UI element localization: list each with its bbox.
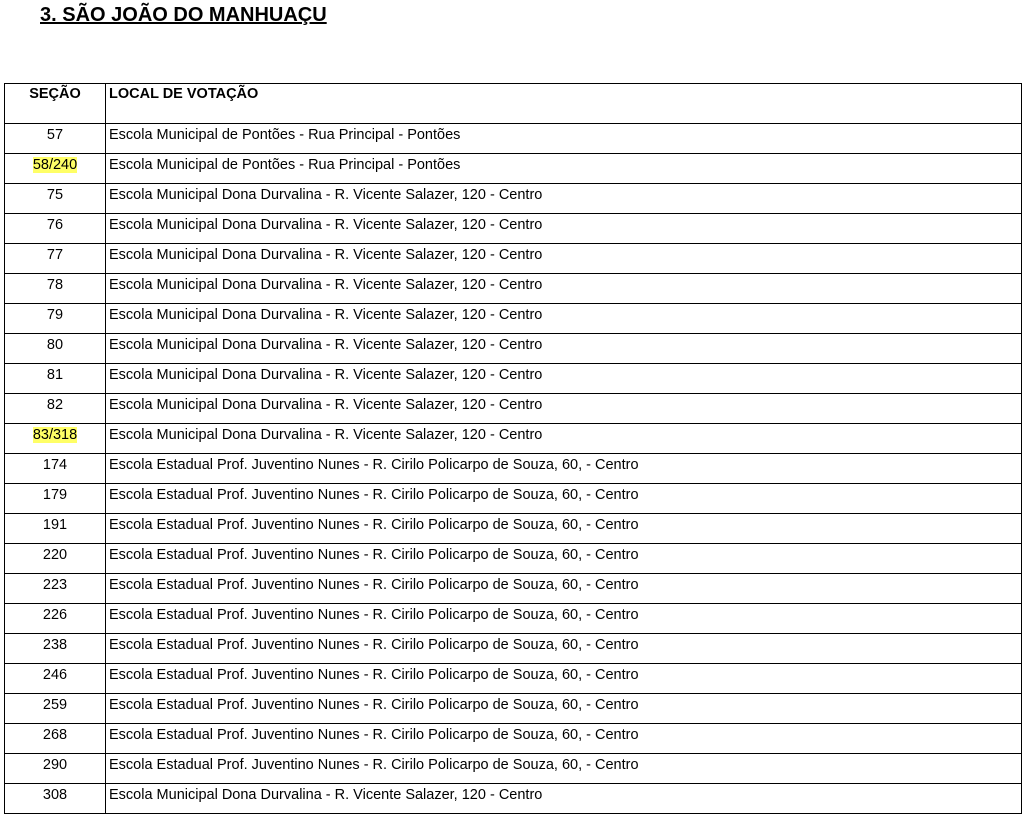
table-row xyxy=(5,514,1022,544)
secao-cell xyxy=(5,784,106,814)
table-row xyxy=(5,304,1022,334)
secao-number: 77 xyxy=(46,247,64,263)
table-row xyxy=(5,364,1022,394)
table-row xyxy=(5,544,1022,574)
local-de-votacao-cell: Escola Municipal Dona Durvalina - R. Vicente Salazer, 120 - Centro xyxy=(106,214,1022,244)
secao-cell xyxy=(5,364,106,394)
table-row xyxy=(5,724,1022,754)
secao-cell xyxy=(5,664,106,694)
secao-cell xyxy=(5,754,106,784)
secao-cell xyxy=(5,724,106,754)
secao-number: 174 xyxy=(42,457,68,473)
secao-number: 80 xyxy=(46,337,64,353)
secao-number: 179 xyxy=(42,487,68,503)
local-de-votacao-cell: Escola Municipal de Pontões - Rua Principal - Pontões xyxy=(106,124,1022,154)
local-de-votacao-cell: Escola Estadual Prof. Juventino Nunes - R. Cirilo Policarpo de Souza, 60, - Centro xyxy=(106,514,1022,544)
table-row xyxy=(5,694,1022,724)
local-de-votacao-cell: Escola Municipal Dona Durvalina - R. Vicente Salazer, 120 - Centro xyxy=(106,364,1022,394)
secao-cell xyxy=(5,214,106,244)
secao-number: 191 xyxy=(42,517,68,533)
secao-number: 268 xyxy=(42,727,68,743)
table-row xyxy=(5,784,1022,814)
table-row xyxy=(5,754,1022,784)
table-row xyxy=(5,184,1022,214)
secao-number: 81 xyxy=(46,367,64,383)
local-de-votacao-cell: Escola Municipal Dona Durvalina - R. Vicente Salazer, 120 - Centro xyxy=(106,274,1022,304)
secao-cell xyxy=(5,424,106,454)
table-row xyxy=(5,484,1022,514)
local-de-votacao-cell: Escola Municipal Dona Durvalina - R. Vicente Salazer, 120 - Centro xyxy=(106,244,1022,274)
secao-cell xyxy=(5,484,106,514)
local-de-votacao-cell: Escola Estadual Prof. Juventino Nunes - R. Cirilo Policarpo de Souza, 60, - Centro xyxy=(106,724,1022,754)
table-row xyxy=(5,154,1022,184)
table-row xyxy=(5,574,1022,604)
table-row xyxy=(5,124,1022,154)
secao-number: 259 xyxy=(42,697,68,713)
secao-cell xyxy=(5,124,106,154)
table-row xyxy=(5,634,1022,664)
header-local-de-votacao: LOCAL DE VOTAÇÃO xyxy=(106,84,1022,124)
secao-number: 220 xyxy=(42,547,68,563)
secao-cell xyxy=(5,394,106,424)
secao-cell xyxy=(5,694,106,724)
secao-cell xyxy=(5,184,106,214)
secao-cell xyxy=(5,634,106,664)
local-de-votacao-cell: Escola Municipal Dona Durvalina - R. Vicente Salazer, 120 - Centro xyxy=(106,304,1022,334)
local-de-votacao-cell: Escola Municipal Dona Durvalina - R. Vicente Salazer, 120 - Centro xyxy=(106,334,1022,364)
secao-cell xyxy=(5,274,106,304)
secao-number: 226 xyxy=(42,607,68,623)
table-header-row xyxy=(5,84,1022,124)
secao-cell xyxy=(5,544,106,574)
local-de-votacao-cell: Escola Municipal Dona Durvalina - R. Vicente Salazer, 120 - Centro xyxy=(106,184,1022,214)
secao-number: 57 xyxy=(46,127,64,143)
secao-cell xyxy=(5,514,106,544)
table-row xyxy=(5,664,1022,694)
header-secao: SEÇÃO xyxy=(5,84,106,124)
local-de-votacao-cell: Escola Estadual Prof. Juventino Nunes - R. Cirilo Policarpo de Souza, 60, - Centro xyxy=(106,544,1022,574)
secao-number: 75 xyxy=(46,187,64,203)
table-row xyxy=(5,334,1022,364)
secao-number: 308 xyxy=(42,787,68,803)
secao-number: 76 xyxy=(46,217,64,233)
secao-cell xyxy=(5,454,106,484)
table-row xyxy=(5,244,1022,274)
local-de-votacao-cell: Escola Estadual Prof. Juventino Nunes - R. Cirilo Policarpo de Souza, 60, - Centro xyxy=(106,604,1022,634)
table-row xyxy=(5,424,1022,454)
secao-cell xyxy=(5,604,106,634)
table-row xyxy=(5,274,1022,304)
local-de-votacao-cell: Escola Municipal Dona Durvalina - R. Vicente Salazer, 120 - Centro xyxy=(106,784,1022,814)
voting-sections-table xyxy=(4,83,1022,814)
secao-cell xyxy=(5,154,106,184)
secao-number: 79 xyxy=(46,307,64,323)
secao-number: 290 xyxy=(42,757,68,773)
local-de-votacao-cell: Escola Municipal de Pontões - Rua Principal - Pontões xyxy=(106,154,1022,184)
table-row xyxy=(5,214,1022,244)
local-de-votacao-cell: Escola Estadual Prof. Juventino Nunes - R. Cirilo Policarpo de Souza, 60, - Centro xyxy=(106,484,1022,514)
secao-number: 78 xyxy=(46,277,64,293)
local-de-votacao-cell: Escola Municipal Dona Durvalina - R. Vicente Salazer, 120 - Centro xyxy=(106,424,1022,454)
table-row xyxy=(5,454,1022,484)
local-de-votacao-cell: Escola Estadual Prof. Juventino Nunes - R. Cirilo Policarpo de Souza, 60, - Centro xyxy=(106,574,1022,604)
secao-number: 238 xyxy=(42,637,68,653)
local-de-votacao-cell: Escola Estadual Prof. Juventino Nunes - R. Cirilo Policarpo de Souza, 60, - Centro xyxy=(106,454,1022,484)
secao-cell xyxy=(5,304,106,334)
secao-cell xyxy=(5,334,106,364)
secao-number: 223 xyxy=(42,577,68,593)
secao-number-highlighted: 58/240 xyxy=(32,157,78,173)
table-body xyxy=(5,124,1022,814)
local-de-votacao-cell: Escola Estadual Prof. Juventino Nunes - R. Cirilo Policarpo de Souza, 60, - Centro xyxy=(106,634,1022,664)
local-de-votacao-cell: Escola Estadual Prof. Juventino Nunes - R. Cirilo Policarpo de Souza, 60, - Centro xyxy=(106,754,1022,784)
document-title: 3. SÃO JOÃO DO MANHUAÇU xyxy=(40,4,327,26)
secao-number-highlighted: 83/318 xyxy=(32,427,78,443)
secao-number: 82 xyxy=(46,397,64,413)
local-de-votacao-cell: Escola Estadual Prof. Juventino Nunes - R. Cirilo Policarpo de Souza, 60, - Centro xyxy=(106,664,1022,694)
table-row xyxy=(5,394,1022,424)
secao-cell xyxy=(5,244,106,274)
secao-cell xyxy=(5,574,106,604)
secao-number: 246 xyxy=(42,667,68,683)
local-de-votacao-cell: Escola Municipal Dona Durvalina - R. Vicente Salazer, 120 - Centro xyxy=(106,394,1022,424)
table-row xyxy=(5,604,1022,634)
local-de-votacao-cell: Escola Estadual Prof. Juventino Nunes - R. Cirilo Policarpo de Souza, 60, - Centro xyxy=(106,694,1022,724)
